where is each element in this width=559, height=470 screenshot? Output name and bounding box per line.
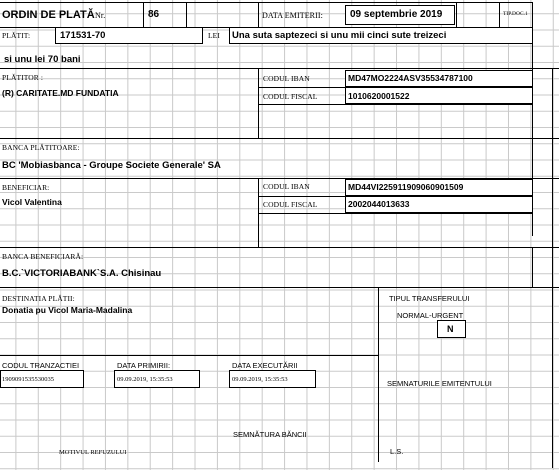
refusal-reason-label: MOTIVUL REFUZULUI <box>59 449 127 456</box>
rule-amount-bottom <box>0 68 559 69</box>
issue-date-label: DATA EMITERII: <box>262 11 323 20</box>
payer-label: PLĂTITOR : <box>2 73 44 82</box>
rule-header-date-end <box>456 2 457 27</box>
beneficiary-fiscal: 2002044013633 <box>348 199 410 209</box>
issuer-signatures-label: SEMNATURILE EMITENTULUI <box>387 379 492 388</box>
rule-header-nr-end <box>186 2 187 27</box>
rule-beneficiary-bottom <box>258 213 533 214</box>
payer-fiscal: 1010620001522 <box>348 91 410 101</box>
order-title: ORDIN DE PLATĂ <box>2 9 95 21</box>
amount-words-line2: si unu lei 70 bani <box>4 54 81 65</box>
payer-bank-name: BC 'Mobiasbanca - Groupe Societe Generale' SA <box>2 160 221 171</box>
executed-date: 09.09.2019, 15:35:53 <box>232 376 288 383</box>
transaction-code-label: CODUL TRANZACTIEI <box>2 361 80 370</box>
order-number: 86 <box>148 9 160 20</box>
rule-beneficiary-split <box>258 178 259 247</box>
transfer-type-label: TIPUL TRANSFERULUI <box>389 294 470 303</box>
received-date: 09.09.2019, 15:35:53 <box>117 376 173 383</box>
beneficiary-name: Vicol Valentina <box>2 197 62 207</box>
transaction-code: 1909091535530035 <box>2 376 54 383</box>
payer-name: (R) CARITATE.MD FUNDATIA <box>2 88 119 98</box>
beneficiary-bank-name: B.C.`VICTORIABANK`S.A. Chisinau <box>2 268 162 279</box>
destination-label: DESTINATIA PLĂTII: <box>2 294 75 303</box>
rule-right-edge-2 <box>532 248 533 288</box>
rule-codes-top <box>0 355 378 356</box>
payer-bank-label: BANCA PLĂTITOARE: <box>2 143 80 152</box>
rule-page-right <box>552 68 553 468</box>
paid-label: PLĂTIT: <box>2 31 31 40</box>
transfer-normal-urgent-label: NORMAL-URGENT <box>397 311 464 320</box>
payer-iban-label: CODUL IBAN <box>263 74 310 83</box>
rule-payer-bottom <box>258 104 533 105</box>
received-date-label: DATA PRIMIRII: <box>117 361 171 370</box>
amount-words-line1: Una suta saptezeci si unu mii cinci sute treizeci <box>232 30 447 41</box>
payer-fiscal-label: CODUL FISCAL <box>263 92 318 101</box>
doc-type: TIP.DOC.1 <box>503 11 528 17</box>
transfer-type-value: N <box>447 324 454 334</box>
rule-payer-split <box>258 68 259 138</box>
destination-text: Donatia pu Vicol Maria-Madalina <box>2 305 133 315</box>
issue-date: 09 septembrie 2019 <box>350 9 443 20</box>
beneficiary-label: BENEFICIAR: <box>2 183 50 192</box>
bank-signature-label: SEMNĂTURA BĂNCII <box>233 430 307 439</box>
beneficiary-iban-label: CODUL IBAN <box>263 182 310 191</box>
amount-value: 171531-70 <box>60 30 106 41</box>
beneficiary-iban: MD44VI225911909060901509 <box>348 182 464 192</box>
rule-destination-top <box>0 287 559 288</box>
rule-payer-bank-top <box>0 138 559 139</box>
beneficiary-fiscal-label: CODUL FISCAL <box>263 200 318 209</box>
currency-label: LEI <box>208 31 220 40</box>
beneficiary-bank-label: BANCA BENEFICIARĂ: <box>2 252 84 261</box>
rule-header-nr <box>143 2 144 27</box>
rule-header-tip <box>499 2 500 27</box>
order-number-label: Nr. <box>95 11 106 20</box>
executed-date-label: DATA EXECUTĂRII <box>232 361 298 370</box>
rule-top <box>0 2 533 3</box>
rule-destination-split <box>378 287 379 462</box>
rule-bank-ben-top <box>0 247 559 248</box>
ls-label: L.S. <box>390 447 404 456</box>
payer-iban: MD47MO2224ASV35534787100 <box>348 73 473 83</box>
rule-header-date <box>258 2 259 27</box>
